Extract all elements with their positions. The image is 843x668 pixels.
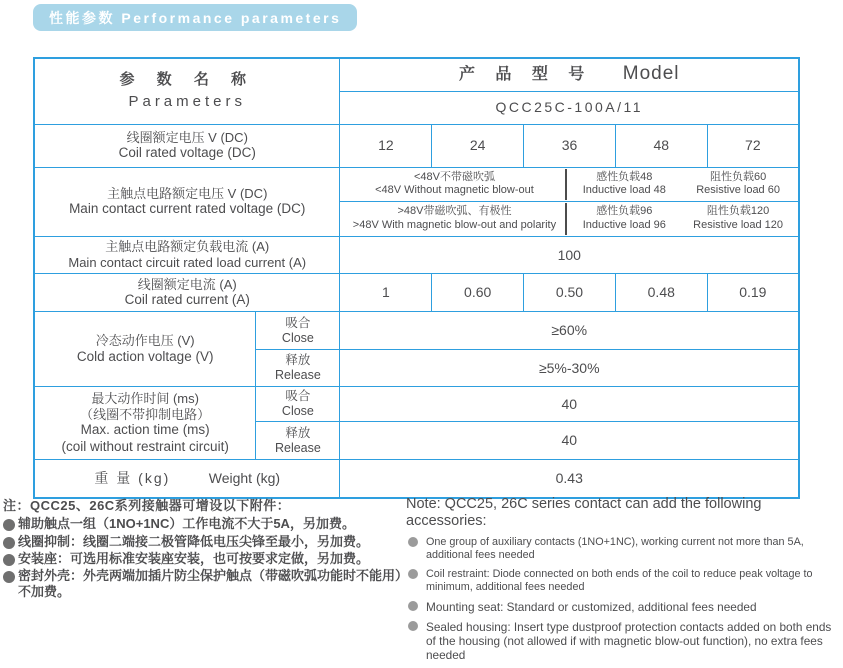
notes-english-title: Note: QCC25, 26C series contact can add the following accessories: (406, 496, 762, 530)
close-en: Close (281, 404, 314, 418)
load-current-label-cell (34, 237, 340, 274)
note-item (406, 536, 840, 562)
coil-voltage-value: 24 (432, 124, 524, 167)
coil-voltage-label-zh: 线圈额定电压 V (DC) (126, 129, 248, 145)
contact-voltage-lt48-cell (340, 167, 799, 202)
model-header-zh: 产 品 型 号 (458, 66, 593, 84)
desc-zh: >48V带磁吹弧、有极性 (397, 205, 512, 218)
coil-current-value: 0.50 (524, 274, 616, 312)
resistive-load-zh: 阻性负载120 (706, 205, 770, 218)
table-row-coil-voltage (34, 124, 799, 167)
close-en: Close (281, 330, 314, 345)
note-text: Sealed housing: Insert type dustproof protection contacts added on both ends of the housing (not allowed if with magnetic blow-out function), no extra fees needed (426, 619, 832, 663)
max-action-label-zh2: （线圈不带抑制电路） (80, 406, 211, 422)
section-title-badge: 性能参数 Performance parameters (33, 4, 357, 31)
inductive-load-zh: 感性负载48 (596, 170, 653, 183)
performance-table (33, 57, 800, 499)
coil-voltage-label-cell (34, 124, 340, 167)
coil-current-value: 0.48 (615, 274, 707, 312)
table-row-model-header (34, 58, 799, 91)
max-action-release-label (256, 422, 340, 460)
note-item (3, 516, 403, 531)
note-item (3, 568, 403, 599)
coil-current-value: 0.19 (707, 274, 799, 312)
weight-label-zh: 重 量 (kg) (94, 469, 171, 486)
inductive-load-cell (567, 169, 681, 201)
desc-zh: <48V不带磁吹弧 (413, 170, 495, 183)
note-text: 密封外壳：外壳两端加插片防尘保护触点（带磁吹弧功能时不能用）不加费。 (18, 568, 402, 599)
max-action-label-zh1: 最大动作时间 (ms) (91, 391, 199, 407)
note-item (406, 600, 840, 614)
bullet-icon (408, 621, 418, 631)
coil-voltage-value: 48 (615, 124, 707, 167)
coil-current-value: 0.60 (432, 274, 524, 312)
notes-chinese-title: 注：QCC25、26C系列接触器可增设以下附件： (3, 498, 291, 513)
coil-voltage-label-en: Coil rated voltage (DC) (118, 145, 256, 161)
notes-chinese (3, 498, 403, 601)
resistive-load-zh: 阻性负载60 (709, 170, 767, 183)
table-row-contact-voltage-lt48 (34, 167, 799, 202)
max-action-label-en1: Max. action time (ms) (80, 422, 210, 438)
coil-voltage-value: 36 (524, 124, 616, 167)
weight-value: 0.43 (340, 460, 799, 498)
bullet-icon (408, 537, 418, 547)
table-row-max-action-close (34, 387, 799, 422)
weight-label-cell (34, 460, 340, 498)
resistive-load-cell (681, 169, 795, 201)
max-action-close-label (256, 387, 340, 422)
bullet-icon (408, 569, 418, 579)
coil-voltage-value: 72 (707, 124, 799, 167)
coil-current-value: 1 (340, 274, 432, 312)
release-zh: 释放 (285, 353, 311, 367)
table-row-coil-current (34, 274, 799, 312)
max-action-close-value: 40 (340, 387, 799, 422)
note-item (406, 620, 840, 662)
bullet-icon (3, 554, 15, 566)
max-action-label-en2: (coil without restraint circuit) (61, 438, 229, 454)
note-text: Mounting seat: Standard or customized, additional fees needed (426, 599, 757, 614)
note-text: 辅助触点一组（1NO+1NC）工作电流不大于5A，另加费。 (18, 516, 355, 532)
coil-current-label-en: Coil rated current (A) (124, 292, 250, 308)
close-zh: 吸合 (285, 315, 311, 330)
max-action-release-value: 40 (340, 422, 799, 460)
weight-label-en: Weight (kg) (208, 469, 281, 486)
bullet-icon (408, 601, 418, 611)
contact-voltage-gt48-row (343, 203, 795, 235)
cold-action-close-value: ≥60% (340, 312, 799, 350)
model-header-en: Model (622, 63, 680, 85)
coil-voltage-value: 12 (340, 124, 432, 167)
contact-voltage-gt48-loads (567, 203, 795, 235)
bullet-icon (3, 571, 15, 583)
parameters-header-en: Parameters (128, 93, 246, 111)
model-value-cell: QCC25C-100A/11 (340, 91, 799, 124)
load-current-value: 100 (340, 237, 799, 274)
release-en: Release (274, 368, 321, 382)
load-current-label-en: Main contact circuit rated load current (A) (68, 255, 307, 270)
cold-action-label-zh: 冷态动作电压 (V) (95, 333, 195, 349)
resistive-load-en: Resistive load 120 (693, 219, 784, 231)
resistive-load-en: Resistive load 60 (696, 184, 780, 197)
release-zh: 释放 (285, 425, 311, 440)
note-item (3, 534, 403, 549)
note-text: Coil restraint: Diode connected on both ends of the coil to reduce peak voltage to minimum, additional fees needed (426, 567, 813, 593)
contact-voltage-gt48-desc (343, 203, 567, 235)
max-action-label-cell (34, 387, 256, 460)
resistive-load-cell (681, 203, 795, 235)
inductive-load-cell (567, 203, 681, 235)
note-text: 安装座：可选用标准安装座安装，也可按要求定做，另加费。 (18, 550, 370, 566)
bullet-icon (3, 519, 15, 531)
note-item (3, 551, 403, 566)
table-row-cold-action-close (34, 312, 799, 350)
inductive-load-en: Inductive load 48 (582, 184, 666, 197)
desc-en: <48V Without magnetic blow-out (375, 184, 534, 197)
contact-voltage-label-zh: 主触点电路额定电压 V (DC) (107, 185, 268, 201)
bullet-icon (3, 537, 15, 549)
cold-action-release-label (256, 350, 340, 387)
load-current-label-zh: 主触点电路额定负载电流 (A) (105, 239, 270, 255)
contact-voltage-label-en: Main contact current rated voltage (DC) (69, 201, 306, 217)
table-row-load-current (34, 237, 799, 274)
desc-en: >48V With magnetic blow-out and polarity (352, 219, 557, 231)
cold-action-label-cell (34, 312, 256, 387)
contact-voltage-gt48-cell (340, 202, 799, 237)
parameters-header-zh: 参 数 名 称 (119, 71, 255, 89)
performance-table-container (33, 57, 800, 499)
notes-english (406, 496, 840, 668)
cold-action-release-value: ≥5%-30% (340, 350, 799, 387)
contact-voltage-lt48-row (343, 169, 795, 201)
note-text: One group of auxiliary contacts (1NO+1NC), working current not more than 5A, additional fees needed (426, 535, 804, 561)
contact-voltage-label-cell (34, 167, 340, 237)
close-zh: 吸合 (285, 389, 311, 403)
contact-voltage-lt48-desc (343, 169, 567, 201)
coil-current-label-zh: 线圈额定电流 (A) (137, 276, 237, 292)
table-row-weight (34, 460, 799, 498)
contact-voltage-lt48-loads (567, 169, 795, 201)
inductive-load-en: Inductive load 96 (582, 219, 666, 231)
coil-current-label-cell (34, 274, 340, 312)
model-header-cell (340, 58, 799, 91)
release-en: Release (274, 440, 321, 455)
cold-action-close-label (256, 312, 340, 350)
cold-action-label-en: Cold action voltage (V) (76, 348, 214, 364)
inductive-load-zh: 感性负载96 (596, 205, 653, 218)
parameters-header-cell (34, 58, 340, 124)
note-item (406, 568, 840, 594)
note-text: 线圈抑制：线圈二端接二极管降低电压尖锋至最小，另加费。 (18, 533, 370, 549)
